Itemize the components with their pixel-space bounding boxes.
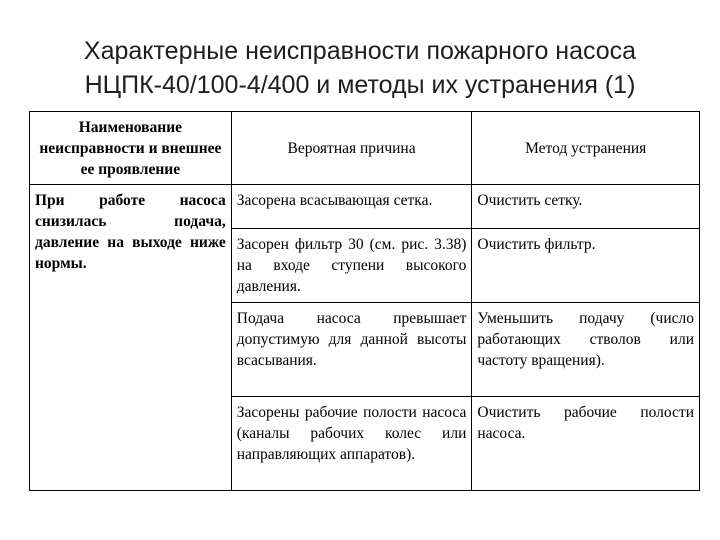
slide-title [0,34,720,102]
remedy-cell: Уменьшить подачу (число работающих стволов или частоту вращения). [472,303,700,397]
cause-cell: Подача насоса превышает допустимую для данной высоты всасывания. [231,303,472,397]
fault-symptom-cell: При работе насоса снизилась подача, давление на выходе ниже нормы. [30,185,232,491]
table-row [30,185,700,229]
remedy-cell: Очистить сетку. [472,185,700,229]
slide-title-line-1: Характерные неисправности пожарного насоса [83,37,637,65]
remedy-cell: Очистить фильтр. [472,229,700,303]
cause-cell: Засорены рабочие полости насоса (каналы рабочих колес или направляющих аппаратов). [231,397,472,491]
header-probable-cause: Вероятная причина [231,112,472,185]
table-header-row [30,112,700,185]
header-remedy: Метод устранения [472,112,700,185]
cause-cell: Засорен фильтр 30 (см. рис. 3.38) на входе ступени высокого давления. [231,229,472,303]
faults-table [29,111,700,491]
slide-title-line-2: НЦПК-40/100-4/400 и методы их устранения (1) [84,71,636,99]
header-fault-name: Наименование неисправности и внешнее ее проявление [30,112,232,185]
remedy-cell: Очистить рабочие полости насоса. [472,397,700,491]
cause-cell: Засорена всасывающая сетка. [231,185,472,229]
